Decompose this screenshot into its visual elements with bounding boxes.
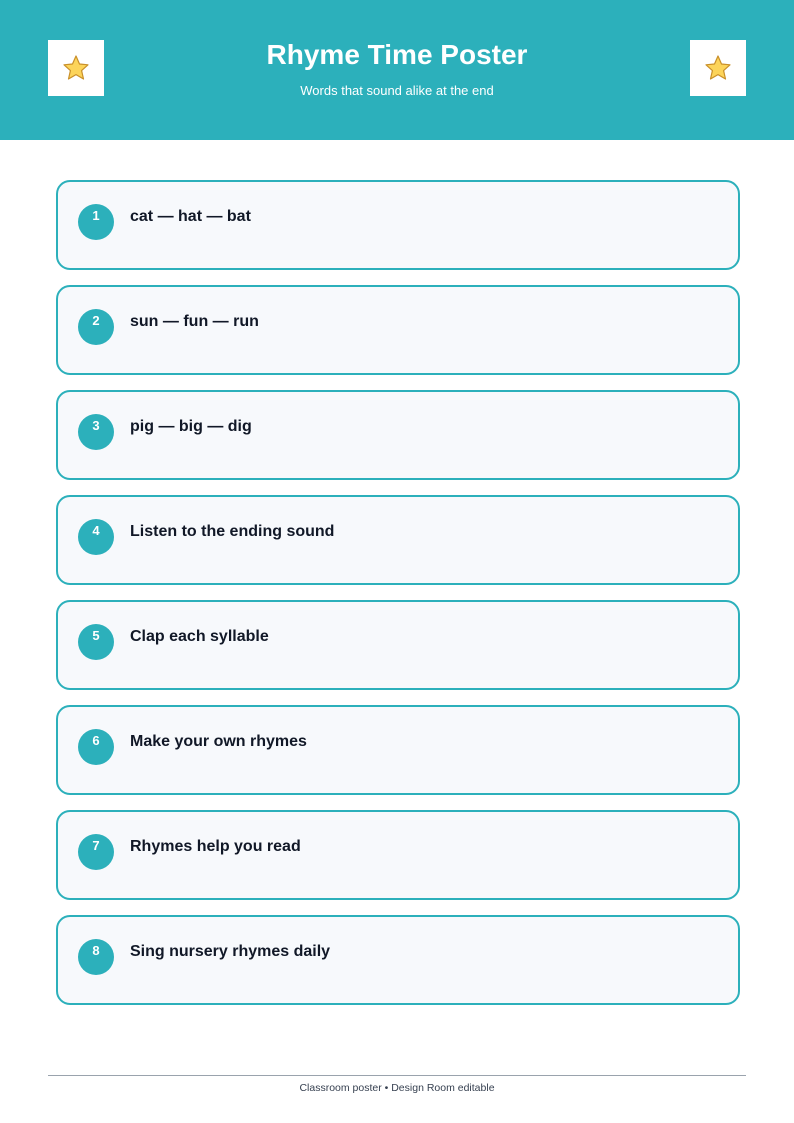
- item-text: Clap each syllable: [130, 628, 269, 645]
- list-item: [56, 600, 740, 690]
- page-title: Rhyme Time Poster: [266, 39, 528, 70]
- list-item: [56, 285, 740, 375]
- footer-divider: [48, 1075, 746, 1076]
- star-icon: [704, 54, 732, 82]
- item-text: pig — big — dig: [130, 418, 252, 435]
- right-star-frame: [690, 40, 746, 96]
- poster-header: [0, 0, 794, 140]
- footer-caption: Classroom poster • Design Room editable: [299, 1082, 495, 1094]
- list-item: [56, 390, 740, 480]
- number-badge: 3: [78, 414, 114, 450]
- list-item: [56, 915, 740, 1005]
- item-text: Make your own rhymes: [130, 733, 307, 750]
- item-text: Sing nursery rhymes daily: [130, 943, 331, 960]
- number-badge: 4: [78, 519, 114, 555]
- number-badge: 6: [78, 729, 114, 765]
- page-subtitle: Words that sound alike at the end: [300, 83, 494, 98]
- number-badge: 8: [78, 939, 114, 975]
- number-badge: 5: [78, 624, 114, 660]
- number-badge: 7: [78, 834, 114, 870]
- list-item: [56, 810, 740, 900]
- item-text: sun — fun — run: [130, 313, 259, 330]
- list-item: [56, 180, 740, 270]
- list-item: [56, 495, 740, 585]
- list-item: [56, 705, 740, 795]
- item-text: Listen to the ending sound: [130, 523, 335, 540]
- item-text: Rhymes help you read: [130, 838, 301, 855]
- rhyme-list: [56, 180, 740, 1020]
- number-badge: 1: [78, 204, 114, 240]
- item-text: cat — hat — bat: [130, 208, 251, 225]
- number-badge: 2: [78, 309, 114, 345]
